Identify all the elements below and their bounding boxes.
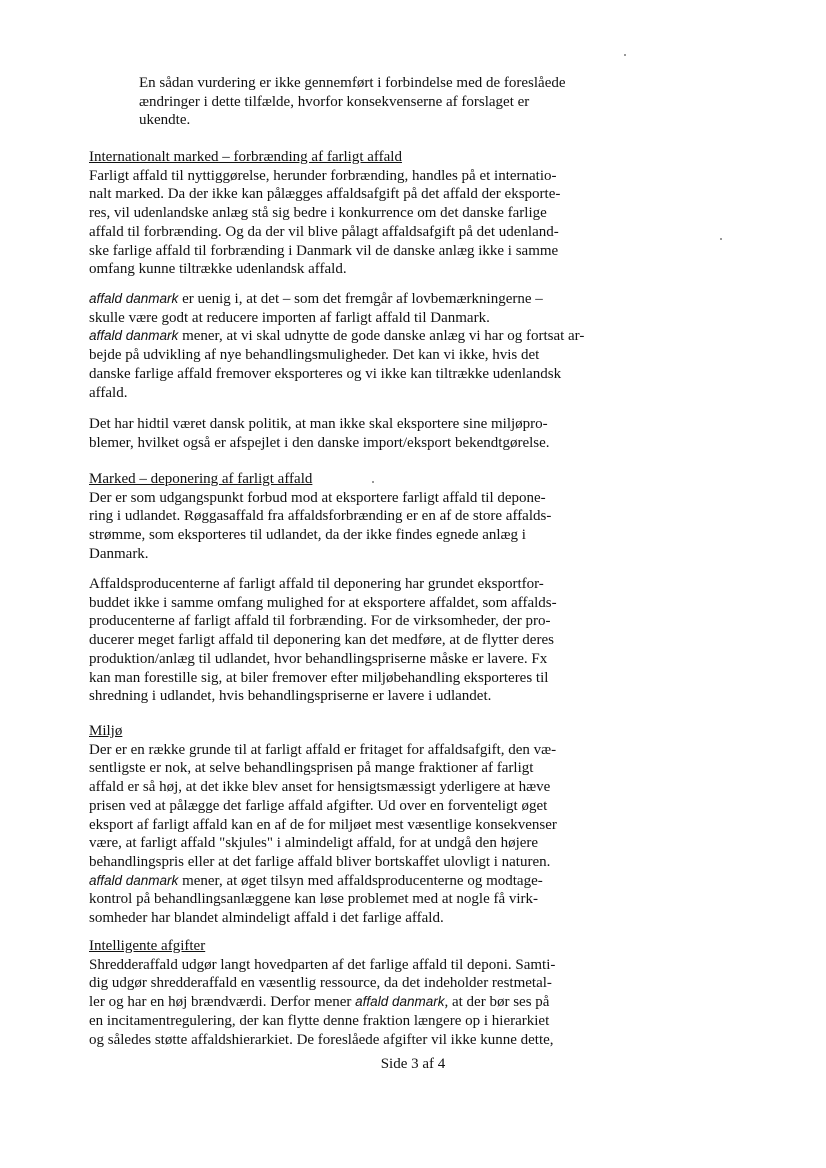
- text-line: Affaldsproducenterne af farligt affald til deponering har grundet eksportfor-: [89, 576, 544, 592]
- scan-speck: [372, 481, 374, 483]
- text-line: ler og har en høj brændværdi. Derfor mener affald danmark, at der bør ses på: [89, 994, 550, 1011]
- intro-paragraph: [139, 74, 601, 130]
- text-line: produktion/anlæg til udlandet, hvor behandlingspriserne måske er lavere. Fx: [89, 650, 548, 667]
- brand-name: affald danmark: [89, 291, 179, 306]
- text-line: buddet ikke i samme omfang mulighed for at eksportere affaldet, som affalds-: [89, 594, 557, 611]
- section-miljo: [89, 722, 601, 928]
- section-heading: Marked – deponering af farligt affald: [89, 471, 313, 487]
- text-line: strømme, som eksporteres til udlandet, da der ikke findes egnede anlæg i: [89, 527, 526, 544]
- text-line: behandlingspris eller at det farlige affald bliver bortskaffet ulovligt i naturen.: [89, 853, 551, 870]
- text-line: shredning i udlandet, hvis behandlingspriserne er lavere i udlandet.: [89, 688, 492, 705]
- text-line: affald danmark mener, at vi skal udnytte de gode danske anlæg vi har og fortsat ar-: [89, 328, 585, 345]
- text-line: danske farlige affald fremover eksporteres og vi ikke kan tiltrække udenlandsk: [89, 365, 562, 382]
- text-line: affald er så høj, at det ikke blev anset for hensigtsmæssigt yderligere at hæve: [89, 779, 551, 796]
- section-international: [89, 148, 601, 279]
- text-line: affald danmark mener, at øget tilsyn med affaldsproducenterne og modtage-: [89, 872, 543, 889]
- text-line: eksport af farligt affald kan en af de for miljøet mest væsentlige konsekvenser: [89, 816, 557, 833]
- text-line: ukendte.: [139, 112, 191, 129]
- text-line: Danmark.: [89, 545, 149, 562]
- text-line: og således støtte affaldshierarkiet. De foreslåede afgifter vil ikke kunne dette,: [89, 1031, 554, 1048]
- text-line: prisen ved at pålægge det farlige affald afgifter. Ud over en forventeligt øget: [89, 797, 548, 814]
- section-heading: Intelligente afgifter: [89, 938, 206, 954]
- paragraph-uenig: [89, 290, 601, 402]
- paragraph-producenter: [89, 575, 601, 706]
- text-line: nalt marked. Da der ikke kan pålægges affaldsafgift på det affald der eksporte-: [89, 186, 561, 203]
- text-line: en incitamentregulering, der kan flytte denne fraktion længere op i hierarkiet: [89, 1012, 550, 1029]
- text-line: omfang kunne tiltrække udenlandsk affald.: [89, 261, 347, 278]
- text-line: En sådan vurdering er ikke gennemført i forbindelse med de foreslåede: [139, 75, 566, 91]
- text-line: ducerer meget farligt affald til deponering kan det medføre, at de flytter deres: [89, 632, 554, 649]
- section-heading: Miljø: [89, 723, 123, 739]
- text-line: res, vil udenlandske anlæg stå sig bedre i konkurrence om det danske farlige: [89, 205, 547, 222]
- scan-speck: [624, 54, 626, 56]
- text-line: affald.: [89, 384, 128, 401]
- brand-name: affald danmark: [89, 328, 179, 344]
- scan-speck: [720, 238, 722, 240]
- text-line: Shredderaffald udgør langt hovedparten af det farlige affald til deponi. Samti-: [89, 956, 556, 973]
- text-line: Der er en række grunde til at farligt affald er fritaget for affaldsafgift, den væ-: [89, 741, 557, 758]
- text-line: Farligt affald til nyttiggørelse, herunder forbrænding, handles på et internatio-: [89, 167, 557, 184]
- section-deponering: [89, 470, 601, 564]
- text-line: bejde på udvikling af nye behandlingsmuligheder. Det kan vi ikke, hvis det: [89, 347, 540, 364]
- text-line: skulle være godt at reducere importen af farligt affald til Danmark.: [89, 309, 490, 326]
- text-line: sentligste er nok, at selve behandlingsprisen på mange fraktioner af farligt: [89, 760, 534, 777]
- section-heading: Internationalt marked – forbrænding af farligt affald: [89, 149, 402, 165]
- page-number: Side 3 af 4: [380, 1056, 446, 1072]
- brand-name: affald danmark: [355, 994, 445, 1010]
- paragraph-politik: [89, 415, 601, 452]
- text-line: producenterne af farligt affald til forbrænding. For de virksomheder, der pro-: [89, 613, 551, 630]
- text-line: være, at farligt affald "skjules" i almindeligt affald, for at undgå den højere: [89, 835, 539, 852]
- text-line: somheder har blandet almindeligt affald i det farlige affald.: [89, 910, 444, 927]
- text-line: ske farlige affald til forbrænding i Danmark vil de danske anlæg ikke i samme: [89, 242, 559, 259]
- text-line: Der er som udgangspunkt forbud mod at eksportere farligt affald til depone-: [89, 489, 546, 506]
- text-line: dig udgør shredderaffald en væsentlig ressource, da det indeholder restmetal-: [89, 975, 552, 992]
- text-line: kan man forestille sig, at biler fremover efter miljøbehandling eksporteres til: [89, 669, 549, 686]
- section-afgifter: [89, 937, 601, 1049]
- text-line: kontrol på behandlingsanlæggene kan løse problemet med at nogle få virk-: [89, 891, 539, 908]
- text-line: affald danmark er uenig i, at det – som det fremgår af lovbemærkningerne –: [89, 291, 543, 307]
- brand-name: affald danmark: [89, 872, 179, 888]
- text-line: blemer, hvilket også er afspejlet i den danske import/eksport bekendtgørelse.: [89, 434, 550, 451]
- text-line: ændringer i dette tilfælde, hvorfor konsekvenserne af forslaget er: [139, 93, 530, 110]
- text-line: ring i udlandet. Røggasaffald fra affaldsforbrænding er en af de store affalds-: [89, 508, 552, 525]
- text-line: Det har hidtil været dansk politik, at man ikke skal eksportere sine miljøpro-: [89, 416, 548, 432]
- text-line: affald til forbrænding. Og da der vil blive pålagt affaldsafgift på det udenland-: [89, 223, 559, 240]
